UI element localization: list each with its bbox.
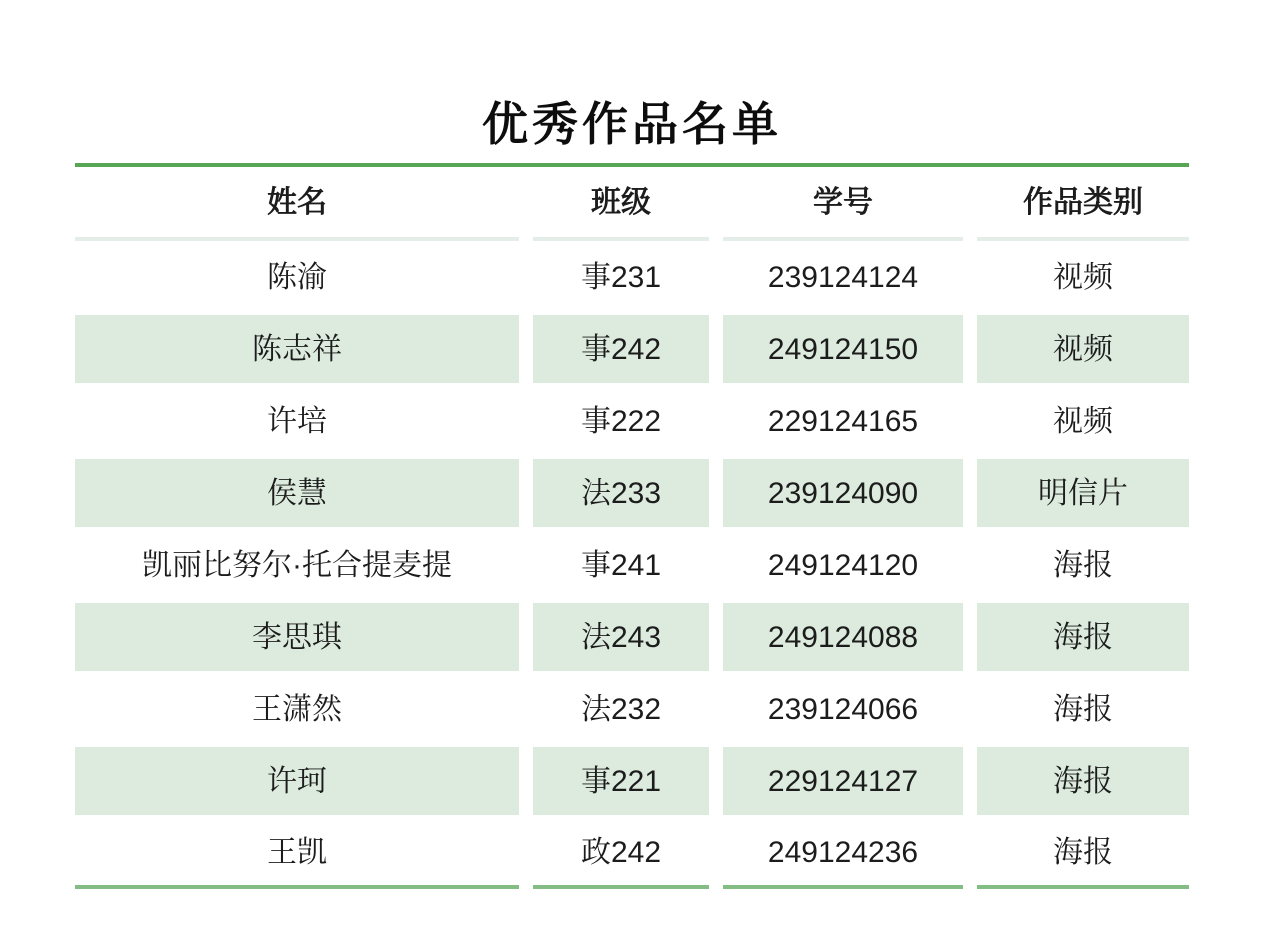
table-row: [75, 529, 1189, 601]
cell-category: 明信片: [977, 457, 1189, 529]
column-header-name: 姓名: [75, 167, 519, 241]
table-row: [75, 673, 1189, 745]
table-row: [75, 313, 1189, 385]
cell-name: 王潇然: [75, 673, 519, 745]
cell-student-id: 239124090: [723, 457, 963, 529]
cell-class: 政242: [533, 817, 709, 889]
cell-class: 事231: [533, 241, 709, 313]
cell-class: 法232: [533, 673, 709, 745]
table-row: [75, 457, 1189, 529]
table-body: [75, 241, 1189, 889]
table-row: [75, 385, 1189, 457]
table-header-row: [75, 167, 1189, 241]
cell-category: 视频: [977, 313, 1189, 385]
awards-table: [75, 163, 1189, 889]
cell-student-id: 249124088: [723, 601, 963, 673]
cell-category: 视频: [977, 241, 1189, 313]
cell-class: 法233: [533, 457, 709, 529]
cell-class: 法243: [533, 601, 709, 673]
cell-name: 陈志祥: [75, 313, 519, 385]
cell-student-id: 249124150: [723, 313, 963, 385]
cell-category: 海报: [977, 817, 1189, 889]
table-row: [75, 817, 1189, 889]
cell-name: 王凯: [75, 817, 519, 889]
column-header-category: 作品类别: [977, 167, 1189, 241]
cell-student-id: 229124127: [723, 745, 963, 817]
cell-class: 事221: [533, 745, 709, 817]
cell-name: 许培: [75, 385, 519, 457]
table-row: [75, 745, 1189, 817]
cell-name: 许珂: [75, 745, 519, 817]
page-title: 优秀作品名单: [482, 98, 782, 150]
cell-student-id: 239124066: [723, 673, 963, 745]
cell-category: 海报: [977, 673, 1189, 745]
cell-name: 陈渝: [75, 241, 519, 313]
table-row: [75, 601, 1189, 673]
cell-student-id: 249124120: [723, 529, 963, 601]
table-row: [75, 241, 1189, 313]
cell-name: 凯丽比努尔·托合提麦提: [75, 529, 519, 601]
cell-student-id: 249124236: [723, 817, 963, 889]
column-header-class: 班级: [533, 167, 709, 241]
cell-category: 海报: [977, 529, 1189, 601]
cell-category: 海报: [977, 601, 1189, 673]
cell-student-id: 229124165: [723, 385, 963, 457]
cell-class: 事222: [533, 385, 709, 457]
cell-name: 李思琪: [75, 601, 519, 673]
cell-class: 事241: [533, 529, 709, 601]
cell-category: 视频: [977, 385, 1189, 457]
cell-student-id: 239124124: [723, 241, 963, 313]
cell-class: 事242: [533, 313, 709, 385]
cell-name: 侯慧: [75, 457, 519, 529]
cell-category: 海报: [977, 745, 1189, 817]
column-header-student-id: 学号: [723, 167, 963, 241]
